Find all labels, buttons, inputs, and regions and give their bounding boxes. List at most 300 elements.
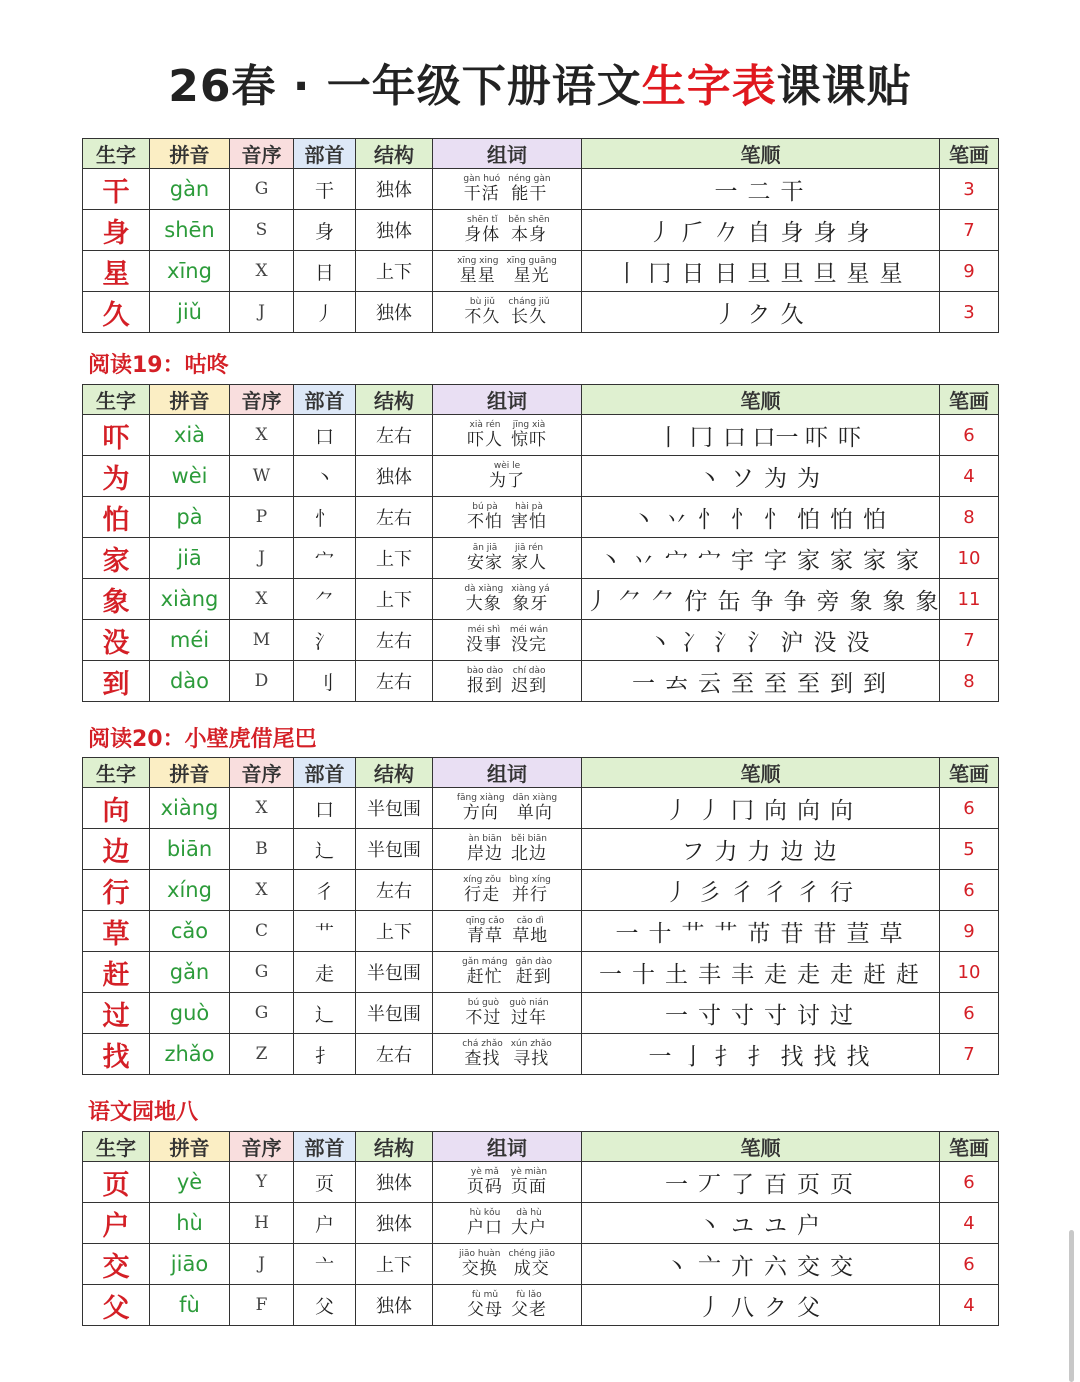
stroke-step: 云 (698, 670, 721, 697)
stroke-step: 没 (846, 629, 870, 656)
word-pinyin: ān jiā (472, 543, 498, 553)
word-hanzi: 草地 (512, 926, 549, 946)
radical-cell: 口 (294, 788, 356, 829)
column-header-structure: 结构 (356, 758, 433, 788)
stroke-step: 苷 (780, 920, 804, 947)
stroke-order-cell (582, 993, 940, 1034)
word-pinyin: běi biān (510, 834, 548, 844)
column-header-order: 音序 (230, 385, 294, 415)
words-cell (433, 497, 582, 538)
word-hanzi: 象牙 (512, 594, 549, 614)
stroke-step: 一 (615, 920, 639, 947)
word-pinyin: bú pà (472, 502, 498, 512)
stroke-step: 口一 (752, 424, 799, 451)
word-pinyin: fù lǎo (516, 1290, 542, 1300)
structure-cell: 上下 (356, 579, 433, 620)
title-prefix: 26春 · 一年级下册语文 (168, 61, 642, 112)
stroke-step: 丿 (714, 301, 738, 328)
stroke-order-cell (582, 210, 940, 251)
stroke-step: 丿 (665, 797, 688, 824)
stroke-step: 边 (780, 838, 804, 865)
sound-order-cell: G (230, 993, 294, 1034)
column-header-radical: 部首 (294, 758, 356, 788)
stroke-step: 到 (830, 670, 853, 697)
word-hanzi: 方向 (462, 803, 499, 823)
word-pinyin: fāng xiàng (456, 793, 505, 803)
pinyin-cell: gàn (150, 169, 230, 210)
stroke-step: 二 (747, 178, 771, 205)
sound-order-cell: C (230, 911, 294, 952)
words-cell (433, 952, 582, 993)
word-pinyin: hài pà (515, 502, 543, 512)
stroke-order-cell (582, 1285, 940, 1326)
stroke-order-cell (582, 169, 940, 210)
word-hanzi: 单向 (516, 803, 553, 823)
stroke-step: 一 (632, 670, 655, 697)
radical-cell: 辶 (294, 993, 356, 1034)
column-header-strokes: 笔顺 (582, 758, 940, 788)
stroke-step: 向 (797, 797, 820, 824)
character-cell: 家 (83, 538, 150, 579)
stroke-step: 丶 (632, 506, 655, 533)
words-cell (433, 661, 582, 702)
structure-cell: 独体 (356, 1203, 433, 1244)
word-hanzi: 本身 (510, 225, 547, 245)
stroke-step: 冂 (690, 424, 713, 451)
structure-cell: 左右 (356, 1034, 433, 1075)
character-cell: 户 (83, 1203, 150, 1244)
stroke-count-cell: 10 (940, 952, 999, 993)
character-cell: 为 (83, 456, 150, 497)
stroke-step: 为 (764, 465, 787, 492)
word-pinyin: fù mǔ (471, 1290, 499, 1300)
radical-cell: 日 (294, 251, 356, 292)
stroke-step: 找 (813, 1043, 837, 1070)
sound-order-cell: H (230, 1203, 294, 1244)
stroke-step: 到 (863, 670, 886, 697)
sound-order-cell: P (230, 497, 294, 538)
stroke-step: 亣 (731, 1253, 754, 1280)
stroke-step: 六 (764, 1253, 787, 1280)
table-row (83, 579, 999, 620)
table-row (83, 1203, 999, 1244)
stroke-step: 苷 (813, 920, 837, 947)
words-cell (433, 1162, 582, 1203)
pinyin-cell: zhǎo (150, 1034, 230, 1075)
character-cell: 没 (83, 620, 150, 661)
column-header-count: 笔画 (940, 1132, 999, 1162)
radical-cell: 身 (294, 210, 356, 251)
word-hanzi: 户口 (467, 1218, 503, 1238)
stroke-step: 日 (714, 260, 738, 287)
radical-cell: 父 (294, 1285, 356, 1326)
word-pair (466, 626, 502, 654)
stroke-step: 吓 (838, 424, 861, 451)
structure-cell: 半包围 (356, 952, 433, 993)
structure-cell: 左右 (356, 661, 433, 702)
table-row (83, 292, 999, 333)
word-pair (511, 1209, 547, 1237)
word-pinyin: shēn tǐ (467, 215, 498, 225)
word-pinyin: bú guò (467, 998, 499, 1008)
column-header-words: 组词 (433, 1132, 582, 1162)
stroke-step: 一 (665, 1002, 688, 1029)
character-cell: 久 (83, 292, 150, 333)
pinyin-cell: cǎo (150, 911, 230, 952)
word-pair (467, 544, 503, 572)
word-pinyin: běn shēn (508, 215, 550, 225)
stroke-step: 身 (780, 219, 804, 246)
stroke-step: 忄 (764, 506, 787, 533)
word-pinyin: jiā rén (514, 543, 544, 553)
stroke-step: 忄 (698, 506, 721, 533)
pinyin-cell: xiàng (150, 579, 230, 620)
word-pinyin: xīng xing (457, 256, 499, 266)
stroke-count-cell: 6 (940, 993, 999, 1034)
stroke-step: 八 (731, 1294, 754, 1321)
char-table (82, 757, 999, 1075)
stroke-order-cell (582, 1034, 940, 1075)
pinyin-cell: xíng (150, 870, 230, 911)
word-pair (511, 503, 547, 531)
stroke-count-cell: 11 (940, 579, 999, 620)
stroke-step: 赶 (896, 961, 919, 988)
stroke-count-cell: 4 (940, 1285, 999, 1326)
stroke-step: 丷 (665, 506, 688, 533)
pinyin-cell: xiàng (150, 788, 230, 829)
stroke-order-cell (582, 952, 940, 993)
word-pinyin: hù kǒu (469, 1208, 501, 1218)
character-cell: 干 (83, 169, 150, 210)
word-hanzi: 大户 (511, 1218, 547, 1238)
stroke-step: 走 (797, 961, 820, 988)
stroke-step: 页 (830, 1171, 853, 1198)
character-cell: 身 (83, 210, 150, 251)
stroke-step: 字 (764, 547, 787, 574)
word-pair (457, 257, 498, 285)
word-pinyin: gǎn máng (461, 957, 508, 967)
stroke-step: 了 (731, 1171, 754, 1198)
column-header-count: 笔画 (940, 385, 999, 415)
stroke-step: ⺈ (651, 588, 675, 615)
stroke-order-cell (582, 870, 940, 911)
pinyin-cell: dào (150, 661, 230, 702)
stroke-step: 身 (846, 219, 870, 246)
stroke-count-cell: 6 (940, 870, 999, 911)
sound-order-cell: Y (230, 1162, 294, 1203)
stroke-order-cell (582, 829, 940, 870)
word-pinyin: jiāo huàn (458, 1249, 501, 1259)
table-row (83, 911, 999, 952)
word-pair (508, 175, 550, 203)
stroke-step: 佇 (684, 588, 708, 615)
table-row (83, 251, 999, 292)
stroke-step: 彳 (797, 879, 820, 906)
structure-cell: 独体 (356, 456, 433, 497)
character-cell: 找 (83, 1034, 150, 1075)
stroke-step: 宀 (698, 547, 721, 574)
stroke-step: 一 (599, 961, 622, 988)
column-header-strokes: 笔顺 (582, 1132, 940, 1162)
word-hanzi: 报到 (467, 676, 503, 696)
stroke-step: 走 (764, 961, 787, 988)
word-pair (512, 917, 548, 945)
word-pair (506, 257, 556, 285)
stroke-step: 草 (879, 920, 903, 947)
word-pinyin: cháng jiǔ (508, 297, 550, 307)
sound-order-cell: X (230, 415, 294, 456)
section-heading: 语文园地八 (88, 1100, 199, 1125)
word-hanzi: 交换 (461, 1259, 498, 1279)
stroke-count-cell: 7 (940, 620, 999, 661)
stroke-step: 边 (813, 838, 837, 865)
structure-cell: 独体 (356, 1162, 433, 1203)
word-pinyin: bìng xíng (509, 875, 551, 885)
sound-order-cell: X (230, 579, 294, 620)
stroke-step: 争 (783, 588, 807, 615)
stroke-count-cell: 4 (940, 456, 999, 497)
stroke-order-cell (582, 1203, 940, 1244)
radical-cell: 户 (294, 1203, 356, 1244)
word-pair (511, 1168, 547, 1196)
table-row (83, 829, 999, 870)
stroke-step: 𠫓 (665, 670, 688, 697)
column-header-order: 音序 (230, 758, 294, 788)
radical-cell: 彳 (294, 870, 356, 911)
stroke-step: 丿 (585, 588, 609, 615)
word-pinyin: xíng zǒu (463, 875, 502, 885)
section-heading: 阅读19：咕咚 (88, 353, 229, 378)
word-pair (511, 1040, 552, 1068)
word-hanzi: 并行 (512, 885, 549, 905)
structure-cell: 上下 (356, 1244, 433, 1285)
stroke-step: 丿 (648, 219, 672, 246)
stroke-count-cell: 7 (940, 210, 999, 251)
stroke-step: 荁 (846, 920, 870, 947)
word-pair (509, 1250, 556, 1278)
stroke-step: 彳 (731, 879, 754, 906)
stroke-step: 扌 (747, 1043, 771, 1070)
stroke-order-cell (582, 579, 940, 620)
stroke-step: 行 (830, 879, 853, 906)
word-pair (457, 794, 505, 822)
word-pinyin: méi wán (509, 625, 549, 635)
stroke-step: 忄 (731, 506, 754, 533)
word-pair (509, 876, 551, 904)
word-hanzi: 页码 (466, 1177, 503, 1197)
stroke-step: 十 (648, 920, 672, 947)
stroke-order-cell (582, 456, 940, 497)
table-row (83, 456, 999, 497)
pinyin-cell: jiǔ (150, 292, 230, 333)
stroke-step: 页 (797, 1171, 820, 1198)
stroke-step: 赶 (863, 961, 886, 988)
sound-order-cell: S (230, 210, 294, 251)
word-hanzi: 没事 (465, 635, 502, 655)
word-hanzi: 迟到 (511, 676, 548, 696)
sound-order-cell: G (230, 952, 294, 993)
stroke-count-cell: 8 (940, 497, 999, 538)
structure-cell: 独体 (356, 1285, 433, 1326)
word-pair (511, 835, 547, 863)
stroke-step: 宇 (731, 547, 754, 574)
pinyin-cell: fù (150, 1285, 230, 1326)
word-pair (508, 216, 549, 244)
stroke-step: 父 (797, 1294, 820, 1321)
stroke-step: 氵 (714, 629, 738, 656)
stroke-step: ク (764, 1294, 787, 1321)
words-cell (433, 788, 582, 829)
stroke-step: 怕 (797, 506, 820, 533)
sound-order-cell: J (230, 1244, 294, 1285)
word-hanzi: 身体 (464, 225, 501, 245)
word-pinyin: yè miàn (510, 1167, 548, 1177)
word-pair (513, 794, 558, 822)
stroke-step: 家 (896, 547, 919, 574)
pinyin-cell: jiā (150, 538, 230, 579)
stroke-count-cell: 4 (940, 1203, 999, 1244)
word-hanzi: 大象 (465, 594, 502, 614)
stroke-step: 向 (830, 797, 853, 824)
stroke-step: 芇 (747, 920, 771, 947)
words-cell (433, 1244, 582, 1285)
word-hanzi: 页面 (511, 1177, 547, 1197)
stroke-step: 丰 (698, 961, 721, 988)
word-pinyin: dān xiàng (512, 793, 558, 803)
stroke-step: 𠂆 (681, 219, 705, 246)
word-hanzi: 赶到 (515, 967, 552, 987)
radical-cell: 刂 (294, 661, 356, 702)
words-cell (433, 911, 582, 952)
words-cell (433, 1203, 582, 1244)
word-pinyin: xún zhǎo (510, 1039, 552, 1049)
radical-cell: 丿 (294, 292, 356, 333)
stroke-step: 丶 (665, 1253, 688, 1280)
stroke-order-cell (582, 1244, 940, 1285)
stroke-step: 久 (780, 301, 804, 328)
column-header-radical: 部首 (294, 385, 356, 415)
pinyin-cell: shēn (150, 210, 230, 251)
word-pinyin: xiàng yá (511, 584, 550, 594)
table-row (83, 952, 999, 993)
stroke-step: 身 (813, 219, 837, 246)
word-hanzi: 为了 (489, 471, 525, 491)
stroke-step: 交 (797, 1253, 820, 1280)
word-pinyin: xià rén (469, 420, 501, 430)
character-cell: 交 (83, 1244, 150, 1285)
pinyin-cell: gǎn (150, 952, 230, 993)
words-cell (433, 456, 582, 497)
word-pair (459, 1250, 501, 1278)
stroke-step: 扌 (714, 1043, 738, 1070)
stroke-step: 力 (747, 838, 771, 865)
word-pair (463, 876, 501, 904)
section-heading: 阅读20：小壁虎借尾巴 (88, 727, 317, 752)
stroke-step: 至 (797, 670, 820, 697)
stroke-count-cell: 8 (940, 661, 999, 702)
stroke-step: 找 (846, 1043, 870, 1070)
word-pair (467, 1209, 503, 1237)
word-pair (511, 544, 547, 572)
table-row (83, 788, 999, 829)
stroke-step: 至 (764, 670, 787, 697)
words-cell (433, 1034, 582, 1075)
stroke-step: フ (681, 838, 705, 865)
column-header-pinyin: 拼音 (150, 1132, 230, 1162)
stroke-count-cell: 6 (940, 415, 999, 456)
character-cell: 父 (83, 1285, 150, 1326)
radical-cell: 扌 (294, 1034, 356, 1075)
stroke-step: 讨 (797, 1002, 820, 1029)
column-header-radical: 部首 (294, 1132, 356, 1162)
stroke-step: 氵 (747, 629, 771, 656)
stroke-step: ユ (764, 1212, 787, 1239)
stroke-step: 旦 (813, 260, 837, 287)
stroke-count-cell: 3 (940, 169, 999, 210)
stroke-step: 丆 (698, 1171, 721, 1198)
stroke-order-cell (582, 911, 940, 952)
word-hanzi: 过年 (511, 1008, 547, 1028)
word-hanzi: 能干 (511, 184, 548, 204)
stroke-step: 丿 (698, 1294, 721, 1321)
word-pair (467, 1291, 503, 1319)
word-pinyin: xīng guāng (506, 256, 557, 266)
word-hanzi: 青草 (467, 926, 503, 946)
sound-order-cell: Z (230, 1034, 294, 1075)
stroke-step: 象 (915, 588, 939, 615)
word-pinyin: jīng xià (512, 420, 546, 430)
word-pinyin: bào dào (466, 666, 504, 676)
stroke-step: 户 (797, 1212, 820, 1239)
word-pinyin: chí dào (512, 666, 546, 676)
structure-cell: 半包围 (356, 788, 433, 829)
stroke-step: 过 (830, 1002, 853, 1029)
stroke-count-cell: 5 (940, 829, 999, 870)
radical-cell: 走 (294, 952, 356, 993)
stroke-step: 宀 (665, 547, 688, 574)
radical-cell: 忄 (294, 497, 356, 538)
word-hanzi: 长久 (511, 307, 547, 327)
table-row (83, 415, 999, 456)
table-row (83, 993, 999, 1034)
char-table (82, 384, 999, 702)
word-pinyin: àn biān (468, 834, 502, 844)
stroke-step: 干 (780, 178, 804, 205)
structure-cell: 上下 (356, 911, 433, 952)
stroke-step: 丰 (731, 961, 754, 988)
word-hanzi: 赶忙 (466, 967, 503, 987)
stroke-step: 艹 (714, 920, 738, 947)
column-header-structure: 结构 (356, 385, 433, 415)
word-pair (511, 585, 549, 613)
word-pinyin: néng gàn (508, 174, 551, 184)
word-hanzi: 家人 (511, 553, 547, 573)
word-hanzi: 北边 (510, 844, 547, 864)
character-cell: 过 (83, 993, 150, 1034)
stroke-step: 沪 (780, 629, 804, 656)
stroke-count-cell: 6 (940, 788, 999, 829)
table-header-row (83, 1132, 999, 1162)
word-pair (462, 958, 508, 986)
sound-order-cell: D (230, 661, 294, 702)
word-pair (511, 421, 547, 449)
word-hanzi: 寻找 (513, 1049, 550, 1069)
pinyin-cell: pà (150, 497, 230, 538)
stroke-order-cell (582, 788, 940, 829)
stroke-step: 吓 (805, 424, 828, 451)
scrollbar[interactable] (1069, 1230, 1074, 1382)
stroke-step: 彳 (764, 879, 787, 906)
